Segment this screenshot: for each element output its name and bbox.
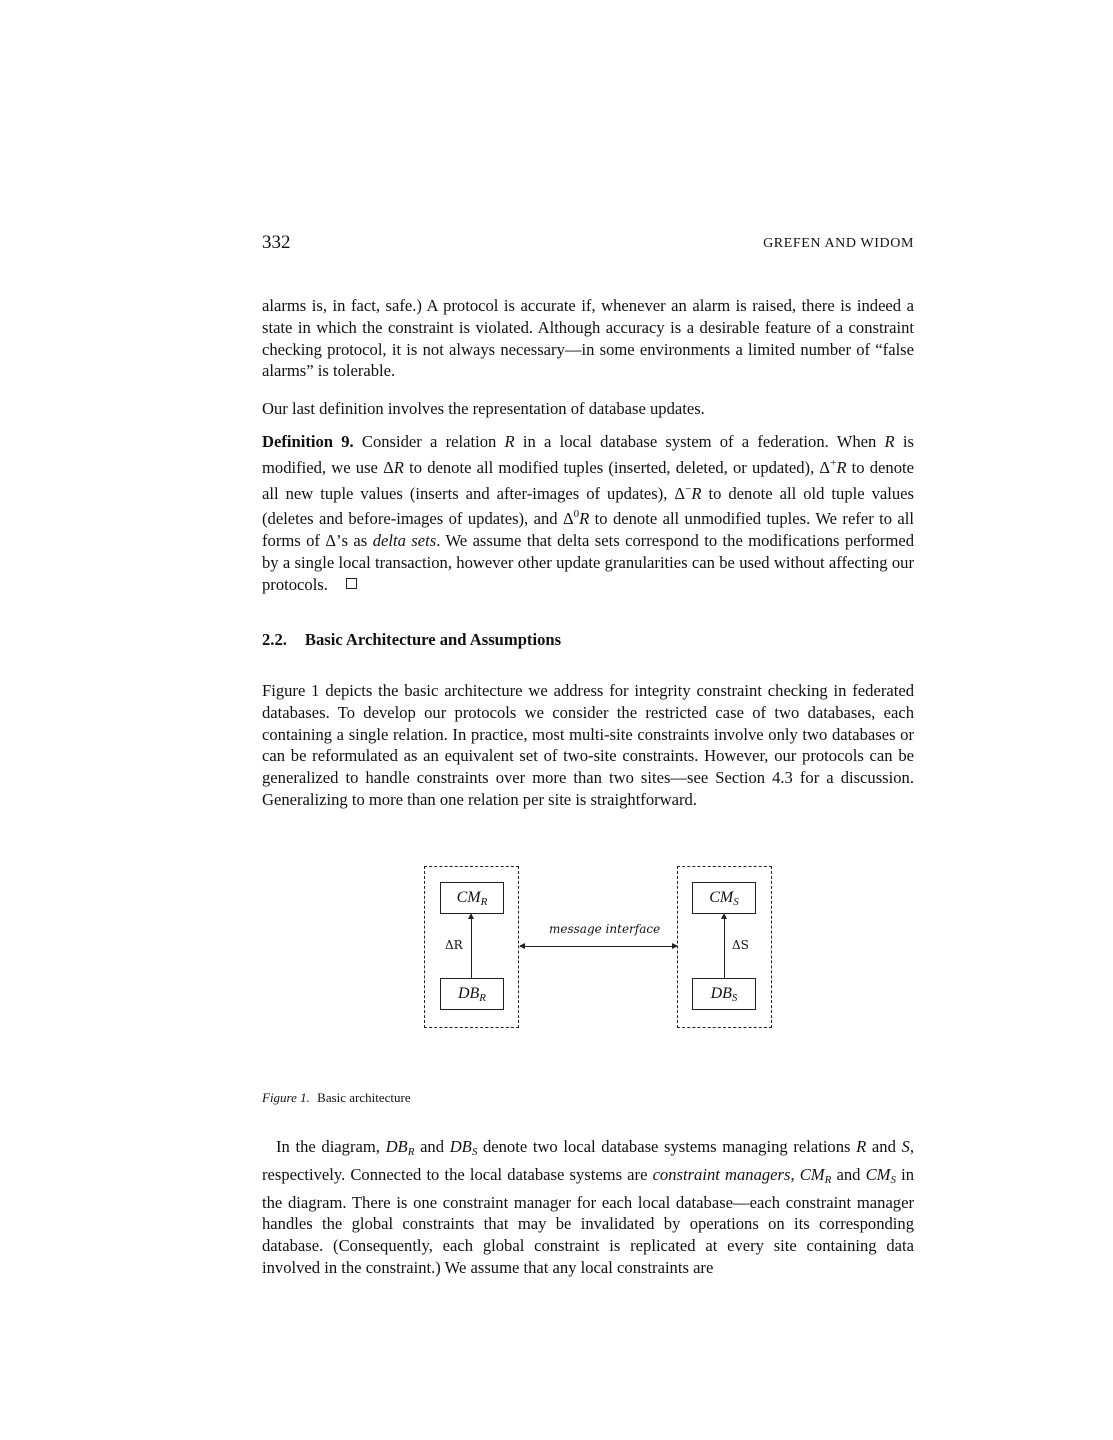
qed-box-icon xyxy=(346,578,357,589)
definition-text: Definition 9. Consider a relation R in a local database system of a federation. When R is modified, we use ΔR to denote all modified tuples (inserted, deleted, or updated), Δ+R to denote all new tuple values (inserts and after-images of updates), Δ−R to denote all old tuple values (deletes and before-images of updates), and $\Delta^0R$ to denote all unmodified tuples. We refer to all forms of Δ’s as delta sets. We assume that delta sets correspond to the modifications performed by a single local transaction, however other update granularities can be used without affecting our protocols. xyxy=(262,432,915,594)
body-text: Figure 1 depicts the basic architecture we address for integrity constraint checking in federated databases. To develop our protocols we consider the restricted case of two databases, each containing a single relation. In practice, most multi-site constraints involve only two databases or can be reformulated as an equivalent set of two-site constraints. However, our protocols can be generalized to handle constraints over more than two sites—see Section 4.3 for a discussion. Generalizing to more than one relation per site is straightforward. xyxy=(262,681,914,809)
paragraph-architecture xyxy=(262,680,914,811)
message-interface-label: message interface xyxy=(549,922,661,936)
arrow-left-icon xyxy=(519,943,525,949)
db-s-box: $DB_S$ xyxy=(692,978,756,1010)
paragraph-accuracy xyxy=(262,295,914,382)
running-head: GREFEN AND WIDOM xyxy=(763,236,914,251)
arrow-right-icon xyxy=(672,943,678,949)
caption-label: Figure 1. xyxy=(262,1090,310,1105)
body-text: alarms is, in fact, safe.) A protocol is accurate if, whenever an alarm is raised, there is indeed a state in which the constraint is violated. Although accuracy is a desirable feature of a constraint checking protocol, it is not always necessary—in some environments a limited number of “false alarms” is tolerable. xyxy=(262,296,914,381)
delta-r-label: ΔR xyxy=(445,938,463,952)
body-text: In the diagram, $DB_R$ and $DB_S$ denote two local database systems managing relations R and S, respectively. Connected to the local database systems are constraint managers, $CM_R$ and $CM_S$ in the diagram. There is one constraint manager for each local database—each constraint manager handles the global constraints that may be invalidated by operations on its corresponding database. (Consequently, each global constraint is replicated at every site containing data involved in the constraint.) We assume that any local constraints are xyxy=(262,1137,915,1277)
architecture-diagram xyxy=(420,862,780,1032)
message-interface-line xyxy=(520,946,677,947)
cm-r-box: $CM_R$ xyxy=(440,882,504,914)
cm-s-box: $CM_S$ xyxy=(692,882,756,914)
paragraph-intro-definition xyxy=(262,398,914,420)
body-text: Our last definition involves the representation of database updates. xyxy=(262,399,705,418)
caption-text: Basic architecture xyxy=(317,1090,411,1105)
db-r-box: $DB_R$ xyxy=(440,978,504,1010)
section-number: 2.2. xyxy=(262,630,287,649)
arrow-up-icon xyxy=(721,913,727,919)
page-header xyxy=(262,232,914,258)
figure-caption xyxy=(262,1090,411,1106)
arrow-up-icon xyxy=(468,913,474,919)
definition-label: Definition 9. xyxy=(262,432,354,451)
section-title: Basic Architecture and Assumptions xyxy=(304,630,562,649)
paragraph-diagram-explanation xyxy=(262,1136,914,1279)
section-heading xyxy=(262,630,914,650)
definition-9 xyxy=(262,431,914,596)
page-number: 332 xyxy=(262,232,291,253)
arrow-r-line xyxy=(471,918,472,978)
delta-s-label: ΔS xyxy=(732,938,749,952)
arrow-s-line xyxy=(724,918,725,978)
